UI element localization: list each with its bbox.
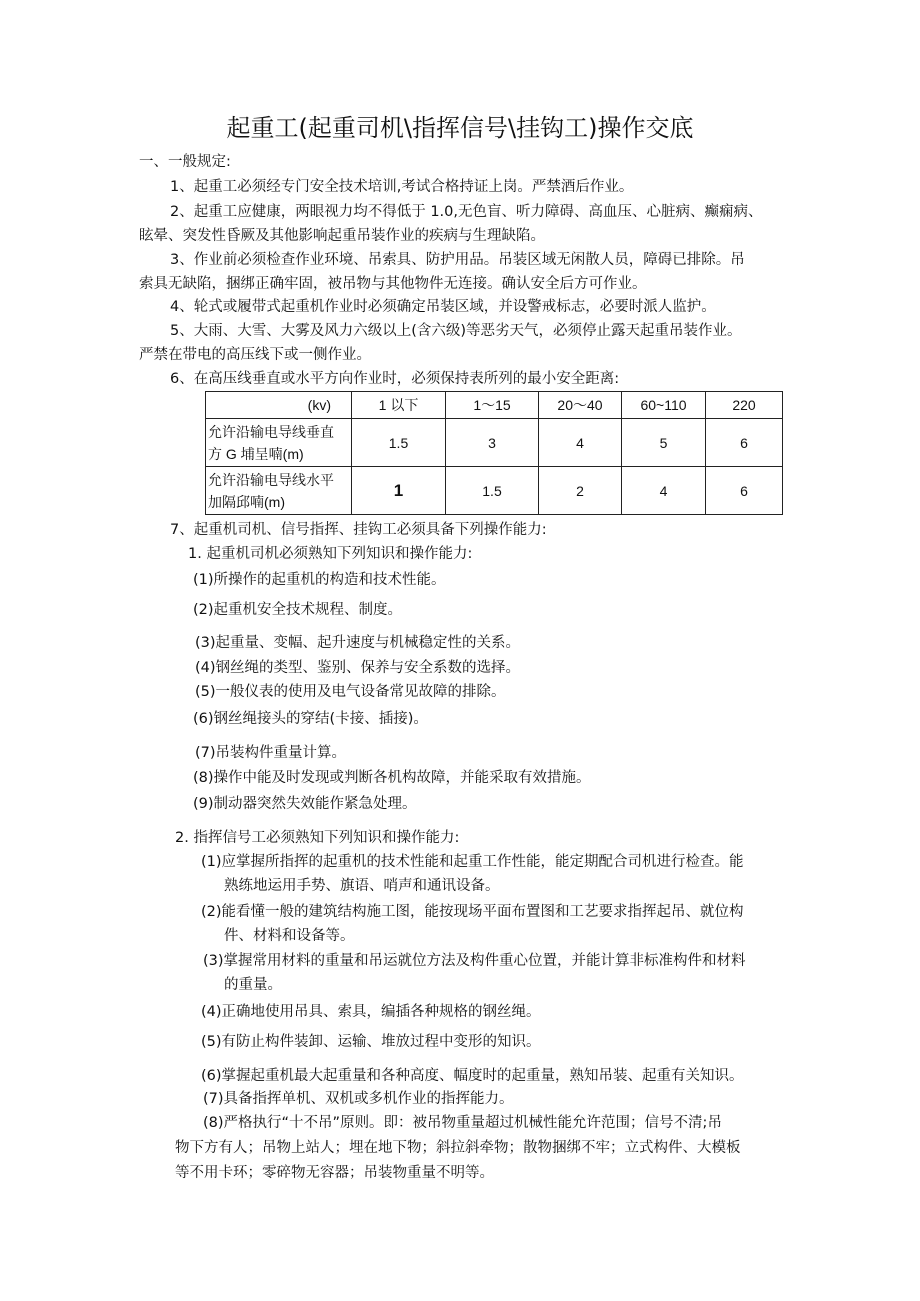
table-cell: 1.5 <box>446 467 539 515</box>
document-title: 起重工(起重司机\指挥信号\挂钩工)操作交底 <box>226 114 694 142</box>
driver-item: (1)所操作的起重机的构造和技术性能。 <box>193 572 446 588</box>
table-cell: 2 <box>539 467 622 515</box>
driver-heading: 1. 起重机司机必须熟知下列知识和操作能力: <box>188 546 473 562</box>
rule-1: 1、起重工必须经专门安全技术培训,考试合格持证上岗。严禁酒后作业。 <box>170 179 634 195</box>
rule-5: 5、大雨、大雪、大雾及风力六级以上(含六级)等恶劣天气，必须停止露天起重吊装作业。 <box>170 323 742 339</box>
rule-3: 3、作业前必须检查作业环境、吊索具、防护用品。吊装区域无闲散人员，障碍已排除。吊 <box>170 252 745 268</box>
table-header-row <box>206 392 783 419</box>
rule-3-cont: 索具无缺陷，捆绑正确牢固，被吊物与其他物件无连接。确认安全后方可作业。 <box>139 276 647 292</box>
row-label-line: 加隔邱喃(m) <box>208 493 285 510</box>
table-cell: 4 <box>539 419 622 467</box>
driver-item: (8)操作中能及时发现或判断各机构故障，并能采取有效措施。 <box>193 770 591 786</box>
driver-item: (7)吊装构件重量计算。 <box>195 745 347 761</box>
table-cell: 3 <box>446 419 539 467</box>
driver-item: (3)起重量、变幅、起升速度与机械稳定性的关系。 <box>195 635 521 651</box>
table-header-cell: 20～40 <box>539 392 622 419</box>
signal-item: (4)正确地使用吊具、索具，编插各种规格的钢丝绳。 <box>201 1004 541 1020</box>
row-label-line: 方 G 埔呈喃(m) <box>208 445 304 462</box>
signal-item: (3)掌握常用材料的重量和吊运就位方法及构件重心位置，并能计算非标准构件和材料 <box>203 953 746 969</box>
table-cell: 4 <box>622 467 706 515</box>
safety-distance-table <box>205 391 783 515</box>
driver-item: (4)钢丝绳的类型、鉴别、保养与安全系数的选择。 <box>195 660 521 676</box>
signal-item: (6)掌握起重机最大起重量和各种高度、幅度时的起重量，熟知吊装、起重有关知识。 <box>201 1068 744 1084</box>
signal-item-cont: 熟练地运用手势、旗语、哨声和通讯设备。 <box>224 878 500 894</box>
table-header-cell: 1～15 <box>446 392 539 419</box>
table-cell: 6 <box>706 467 783 515</box>
driver-item: (2)起重机安全技术规程、制度。 <box>193 602 403 618</box>
signal-item: (5)有防止构件装卸、运输、堆放过程中变形的知识。 <box>201 1034 541 1050</box>
table-row <box>206 419 783 467</box>
table-row <box>206 467 783 515</box>
table-cell: 1 <box>352 467 446 515</box>
rule-2-cont: 眩晕、突发性昏厥及其他影响起重吊装作业的疾病与生理缺陷。 <box>139 228 545 244</box>
signal-item-cont: 等不用卡环；零碎物无容器；吊装物重量不明等。 <box>175 1165 494 1181</box>
table-cell: 1.5 <box>352 419 446 467</box>
table-header-cell: 60~110 <box>622 392 706 419</box>
signal-item: (7)具备指挥单机、双机或多机作业的指挥能力。 <box>203 1091 514 1107</box>
table-cell: 5 <box>622 419 706 467</box>
table-header-cell: (kv) <box>206 392 352 419</box>
signal-item-cont: 的重量。 <box>224 977 282 993</box>
signal-item: (8)严格执行“十不吊”原则。即：被吊物重量超过机械性能允许范围；信号不清;吊 <box>203 1115 722 1131</box>
table-header-cell: 220 <box>706 392 783 419</box>
table-header-cell: 1 以下 <box>352 392 446 419</box>
signal-heading: 2. 指挥信号工必须熟知下列知识和操作能力: <box>175 830 460 846</box>
driver-item: (9)制动器突然失效能作紧急处理。 <box>193 796 417 812</box>
driver-item: (5)一般仪表的使用及电气设备常见故障的排除。 <box>195 684 506 700</box>
signal-item: (2)能看懂一般的建筑结构施工图，能按现场平面布置图和工艺要求指挥起吊、就位构 <box>201 904 744 920</box>
table-cell: 6 <box>706 419 783 467</box>
driver-item: (6)钢丝绳接头的穿结(卡接、插接)。 <box>193 711 428 727</box>
signal-item-cont: 物下方有人；吊物上站人；埋在地下物；斜拉斜牵物；散物捆绑不牢；立式构件、大模板 <box>175 1140 741 1156</box>
row-label-line: 允许沿输电导线垂直 <box>208 423 334 440</box>
section-heading: 一、一般规定: <box>139 154 231 170</box>
rule-6: 6、在高压线垂直或水平方向作业时，必须保持表所列的最小安全距离: <box>170 371 620 387</box>
row-label <box>206 419 352 467</box>
row-label-line: 允许沿输电导线水平 <box>208 471 334 488</box>
rule-2: 2、起重工应健康，两眼视力均不得低于 1.0,无色盲、听力障碍、高血压、心脏病、癫痫病、 <box>170 204 763 220</box>
signal-item: (1)应掌握所指挥的起重机的技术性能和起重工作性能，能定期配合司机进行检查。能 <box>201 854 744 870</box>
rule-7: 7、起重机司机、信号指挥、挂钩工必须具备下列操作能力: <box>170 522 547 538</box>
rule-5-cont: 严禁在带电的高压线下或一侧作业。 <box>139 347 371 363</box>
rule-4: 4、轮式或履带式起重机作业时必须确定吊装区域，并设警戒标志，必要时派人监护。 <box>170 299 716 315</box>
row-label <box>206 467 352 515</box>
signal-item-cont: 件、材料和设备等。 <box>224 928 355 944</box>
